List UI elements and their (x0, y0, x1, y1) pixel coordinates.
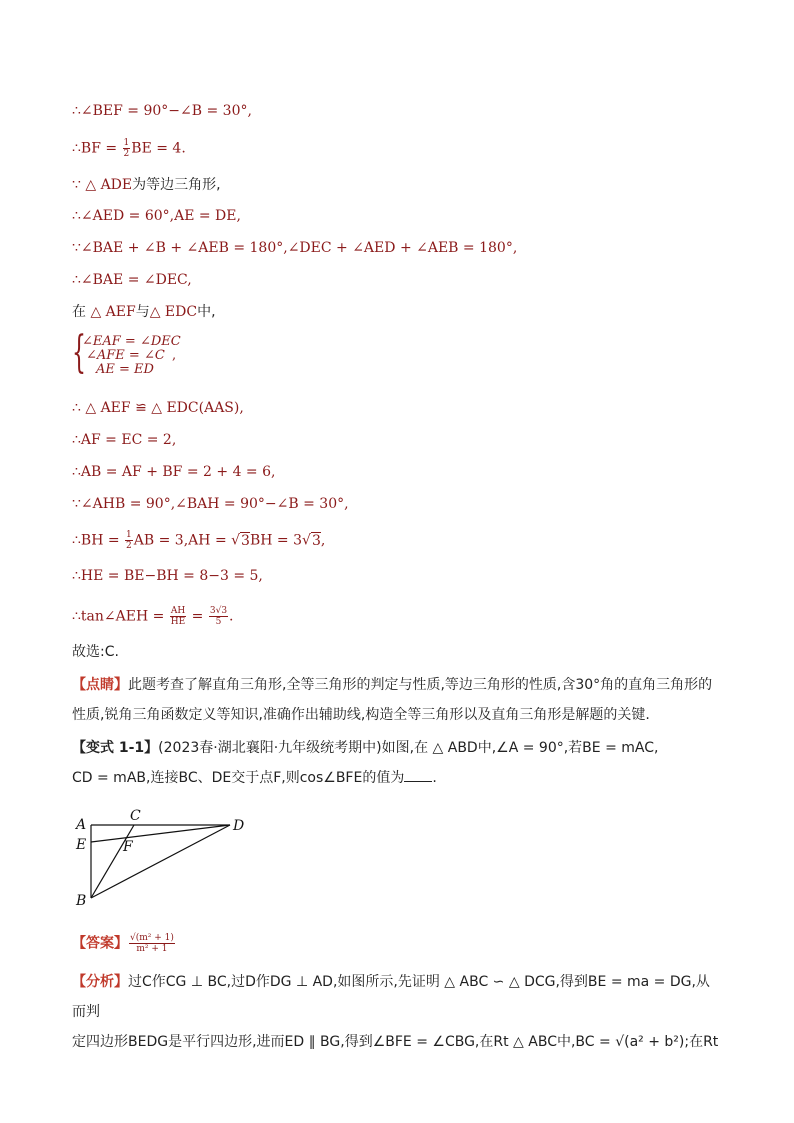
step-text: △ AEF (90, 304, 136, 320)
dianjing-paragraph (72, 670, 722, 730)
fraction-denominator: m² + 1 (136, 944, 168, 954)
fraction (209, 606, 228, 627)
fraction-denominator: HE (170, 617, 186, 627)
choice-answer: 故选:C. (72, 644, 119, 660)
step-text: ∴AB = AF + BF = 2 + 4 = 6, (72, 464, 276, 480)
analysis-text: 过C作CG ⊥ BC,过D作DG ⊥ AD,如图所示,先证明 △ ABC ∽ △ DCG,得到BE = ma = DG,从而判 (72, 974, 710, 1020)
step-text: 在 (72, 304, 86, 320)
step-line-13 (72, 566, 263, 586)
step-line-9 (72, 430, 176, 450)
equation-system (72, 327, 222, 381)
step-text: = (187, 608, 208, 625)
step-text: BH = 3 (249, 532, 303, 549)
analysis-line-1 (72, 974, 710, 1020)
step-text: △ EDC (149, 304, 198, 320)
step-text: AB = 3,AH = (133, 532, 232, 549)
step-text: ∴∠BEF = 90°−∠B = 30°, (72, 103, 252, 119)
step-text: ∴BH = (72, 532, 125, 549)
segment-ed (91, 825, 230, 842)
fraction-numerator: AH (170, 606, 186, 616)
dianjing-tag: 【点睛】 (72, 677, 128, 693)
system-row-1: ∠EAF = ∠DEC (82, 334, 181, 349)
fraction-numerator: 1 (126, 530, 132, 540)
system-row-3: AE = ED (96, 362, 154, 377)
label-f: F (123, 839, 133, 855)
label-a: A (76, 817, 87, 833)
step-line-10 (72, 462, 275, 482)
dianjing-text: 此题考查了解直角三角形,全等三角形的判定与性质,等边三角形的性质,含30°角的直角三角形的性质,锐角三角函数定义等知识,准确作出辅助线,构造全等三角形以及直角三角形是解题的关键. (72, 677, 713, 723)
fraction-numerator: 3√3 (209, 606, 228, 616)
geometry-figure (70, 805, 260, 910)
step-line-14 (72, 606, 234, 627)
step-line-2 (72, 138, 186, 159)
variant-problem (72, 733, 722, 793)
step-line-15 (72, 642, 119, 662)
sqrt-radicand: 3 (311, 532, 321, 549)
step-line-7 (72, 302, 216, 322)
analysis-text: 定四边形BEDG是平行四边形,进而ED ∥ BG,得到∠BFE = ∠CBG,在Rt △ ABC中,BC = √(a² + b²);在Rt (72, 1034, 719, 1050)
step-line-12 (72, 530, 325, 551)
system-comma: , (172, 348, 177, 363)
step-text: ∵∠AHB = 90°,∠BAH = 90°−∠B = 30°, (72, 496, 349, 512)
answer-line (72, 933, 176, 954)
step-text: ∴∠BAE = ∠DEC, (72, 272, 192, 288)
step-text: ∵∠BAE + ∠B + ∠AEB = 180°,∠DEC + ∠AED + ∠AEB = 180°, (72, 240, 518, 256)
step-text: ∴BF = (72, 140, 122, 157)
label-e: E (76, 837, 87, 853)
step-line-4 (72, 206, 241, 226)
variant-line-1 (72, 740, 658, 756)
answer-blank (404, 769, 432, 782)
step-line-1 (72, 101, 252, 121)
step-text: 与 (135, 304, 150, 320)
system-row-2: ∠AFE = ∠C (86, 348, 165, 363)
fraction-denominator: 2 (126, 541, 132, 551)
fraction-denominator: 2 (123, 149, 130, 159)
brace-glyph: { (72, 327, 86, 378)
analysis-paragraph (72, 967, 722, 1057)
step-line-3 (72, 175, 221, 195)
label-b: B (76, 893, 87, 909)
step-text: ∴tan∠AEH = (72, 608, 169, 625)
step-text: 为等边三角形, (132, 177, 221, 193)
fraction-numerator: √(m² + 1) (130, 933, 174, 943)
fraction (125, 530, 133, 551)
answer-tag: 【答案】 (72, 935, 128, 952)
variant-tag: 【变式 1-1】 (72, 740, 159, 756)
analysis-tag: 【分析】 (72, 974, 128, 990)
step-text: ∴ △ AEF ≌ △ EDC(AAS), (72, 400, 244, 416)
fraction-denominator: 5 (215, 617, 222, 627)
label-d: D (233, 818, 245, 834)
step-text: . (229, 608, 234, 625)
sqrt-sign: √ (302, 532, 311, 549)
step-line-5 (72, 238, 517, 258)
variant-line-2: CD = mAB,连接BC、DE交于点F,则cos∠BFE的值为 . (72, 770, 437, 786)
step-text: , (320, 532, 326, 549)
step-text: ∴∠AED = 60°,AE = DE, (72, 208, 241, 224)
fraction (123, 138, 131, 159)
step-text: BE = 4. (131, 140, 186, 157)
fraction-numerator: 1 (123, 138, 130, 148)
step-line-11 (72, 494, 349, 514)
step-text: ∵ △ ADE (72, 177, 133, 193)
label-c: C (130, 808, 141, 824)
fraction (170, 606, 186, 627)
answer-fraction (129, 933, 175, 954)
step-text: ∴AF = EC = 2, (72, 432, 177, 448)
sqrt-sign: √ (231, 532, 241, 549)
step-line-6 (72, 270, 192, 290)
variant-text: (2023春·湖北襄阳·九年级统考期中)如图,在 △ ABD中,∠A = 90°,若BE = mAC, (158, 740, 659, 756)
step-text: ∴HE = BE−BH = 8−3 = 5, (72, 568, 263, 584)
variant-text: CD = mAB,连接BC、DE交于点F,则cos∠BFE的值为 (72, 770, 405, 786)
step-text: 中, (197, 304, 216, 320)
step-line-8 (72, 398, 244, 418)
sqrt-radicand: 3 (241, 532, 250, 549)
